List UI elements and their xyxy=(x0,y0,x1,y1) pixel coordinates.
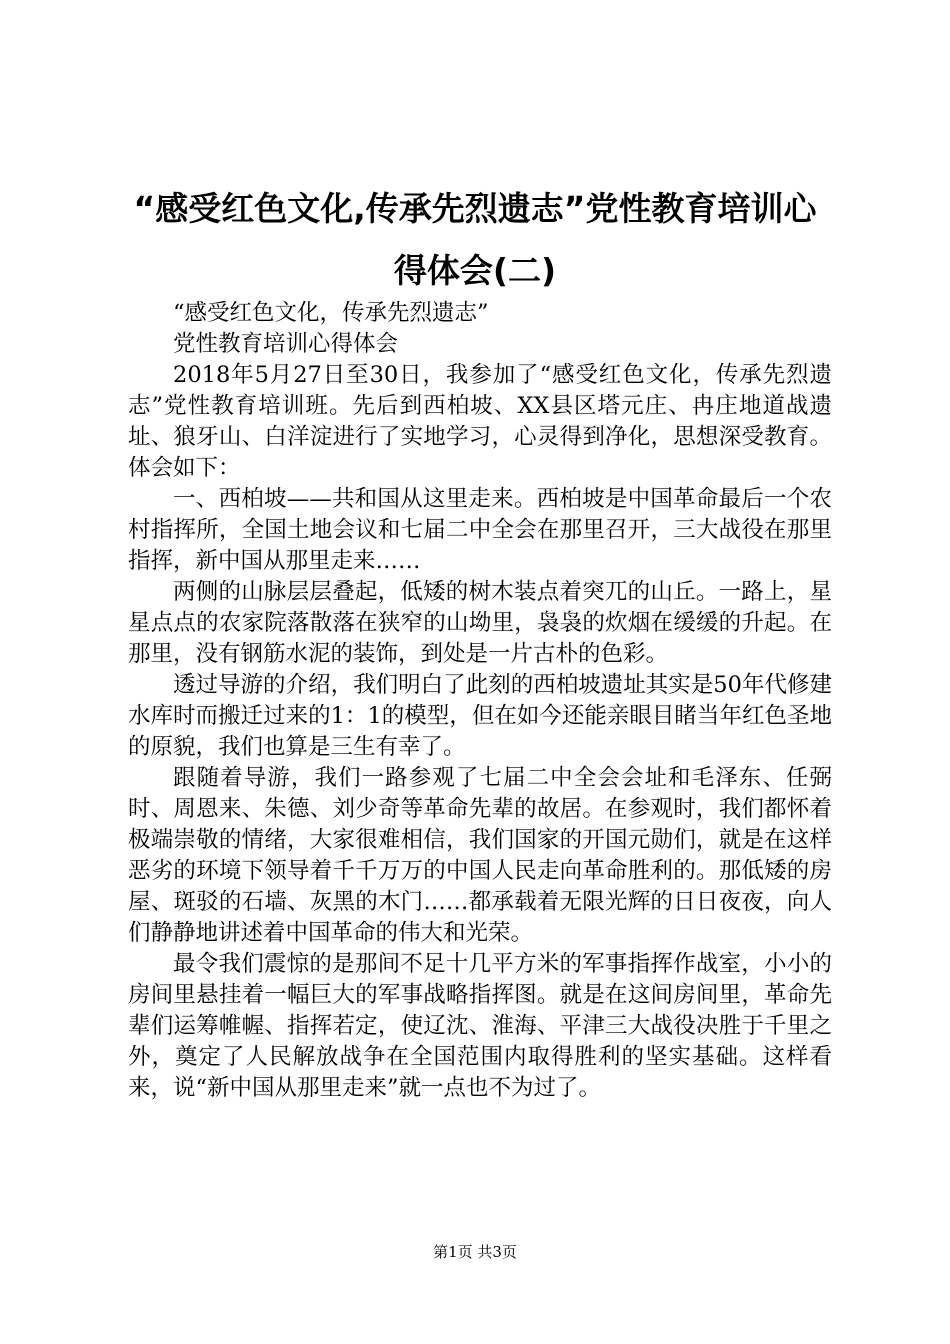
paragraph-scenery: 两侧的山脉层层叠起，低矮的树木装点着突兀的山丘。一路上，星星点点的农家院落散落在狭窄的山坳里，袅袅的炊烟在缓缓的升起。在那里，没有钢筋水泥的装饰，到处是一片古朴的色彩。 xyxy=(128,579,832,667)
paragraph-war-room: 最令我们震惊的是那间不足十几平方米的军事指挥作战室，小小的房间里悬挂着一幅巨大的军事战略指挥图。就是在这间房间里，革命先辈们运筹帷幄、指挥若定，使辽沈、淮海、平津三大战役决胜于千里之外，奠定了人民解放战争在全国范围内取得胜利的坚实基础。这样看来，说“新中国从那里走来”就一点也不为过了。 xyxy=(128,951,832,1101)
paragraph-visit: 跟随着导游，我们一路参观了七届二中全会会址和毛泽东、任弼时、周恩来、朱德、刘少奇等革命先辈的故居。在参观时，我们都怀着极端崇敬的情绪，大家很难相信，我们国家的开国元勋们，就是在这样恶劣的环境下领导着千千万万的中国人民走向革命胜利的。那低矮的房屋、斑驳的石墙、灰黑的木门……都承载着无限光辉的日日夜夜，向人们静静地讲述着中国革命的伟大和光荣。 xyxy=(128,765,832,946)
document-body xyxy=(128,298,832,1104)
paragraph-subtitle-1: “感受红色文化，传承先烈遗志” xyxy=(173,300,489,326)
paragraph-subtitle-2: 党性教育培训心得体会 xyxy=(173,331,399,357)
paragraph-guide: 透过导游的介绍，我们明白了此刻的西柏坡遗址其实是50年代修建水库时而搬迁过来的1：1的模型，但在如今还能亲眼目睹当年红色圣地的原貌，我们也算是三生有幸了。 xyxy=(128,672,832,760)
document-title: “感受红色文化,传承先烈遗志”党性教育培训心得体会(二) xyxy=(133,189,817,290)
page-footer: 第1页 共3页 xyxy=(433,1243,517,1261)
paragraph-intro: 2018年5月27日至30日，我参加了“感受红色文化，传承先烈遗志”党性教育培训班。先后到西柏坡、XX县区塔元庄、冉庄地道战遗址、狼牙山、白洋淀进行了实地学习，心灵得到净化，思想深受教育。体会如下： xyxy=(128,362,832,481)
paragraph-section-one: 一、西柏坡——共和国从这里走来。西柏坡是中国革命最后一个农村指挥所，全国土地会议和七届二中全会在那里召开，三大战役在那里指挥，新中国从那里走来…… xyxy=(128,486,832,574)
